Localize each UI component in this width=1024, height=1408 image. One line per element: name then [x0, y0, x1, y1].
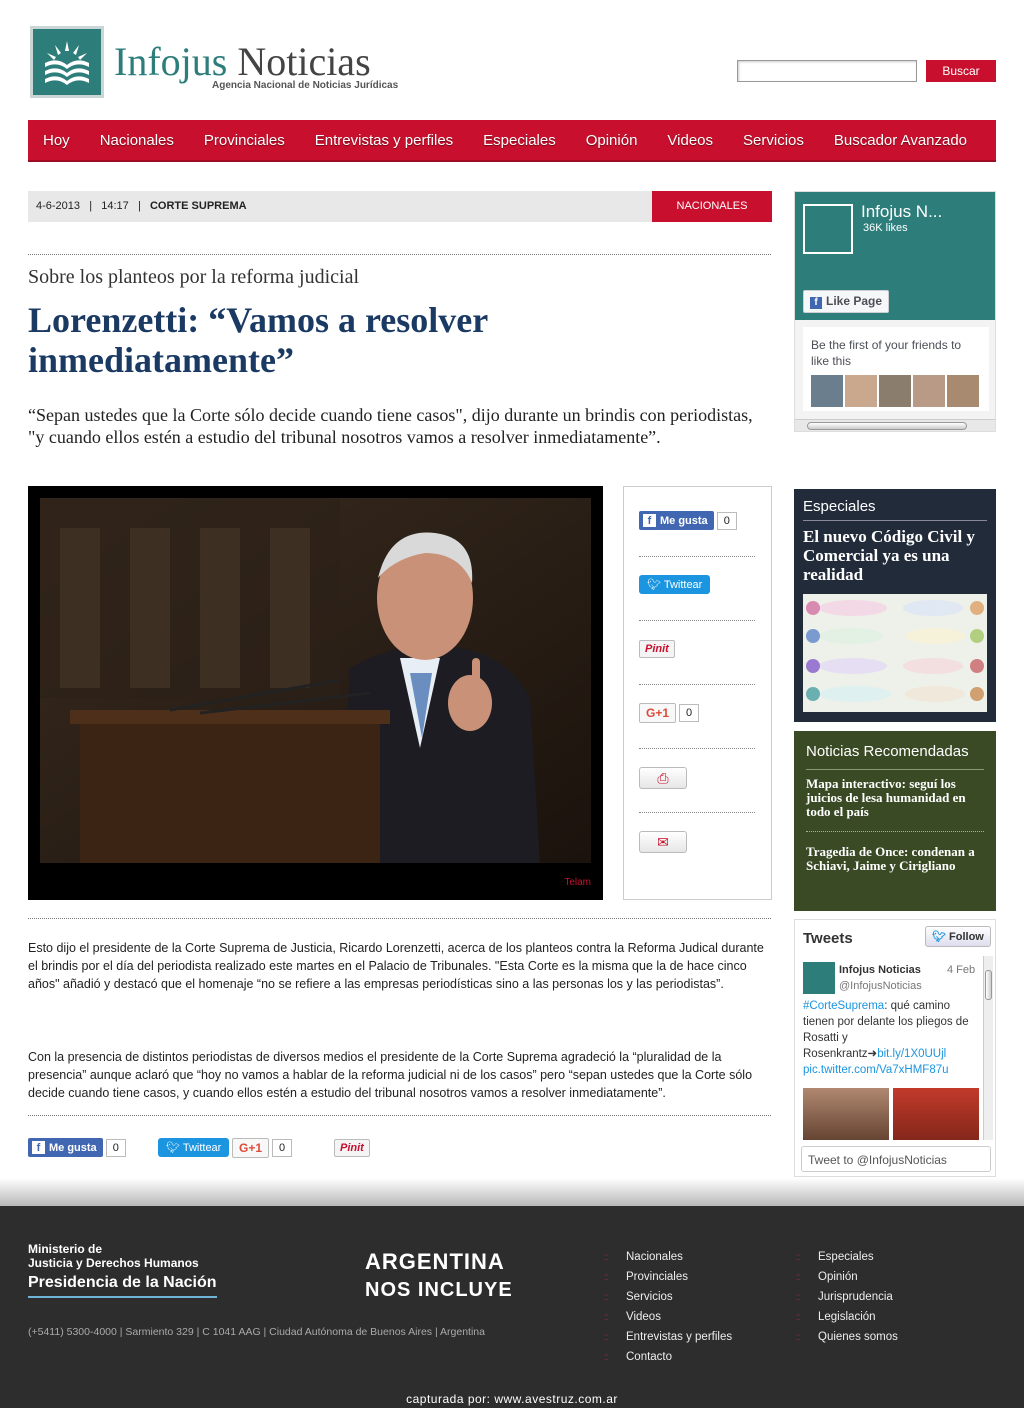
recommended-item[interactable]: Tragedia de Once: condenan a Schiavi, Jaime y Cirigliano [806, 844, 975, 873]
brand-part2: Noticias [237, 39, 371, 84]
tweet-author-handle[interactable]: @InfojusNoticias [839, 980, 922, 992]
nav-item-provinciales[interactable]: Provinciales [203, 131, 285, 149]
gplus-count: 0 [679, 704, 699, 722]
horizontal-scrollbar[interactable] [795, 419, 995, 431]
tweet-button[interactable] [639, 575, 710, 594]
twitter-bird-icon: 🐦︎ [166, 1142, 183, 1154]
share-row-facebook [639, 511, 755, 557]
share-row-twitter [639, 575, 755, 621]
tweet-media[interactable] [803, 1088, 979, 1140]
site-logo[interactable] [30, 26, 104, 98]
avatar[interactable] [913, 375, 945, 407]
tweet-date[interactable]: 4 Feb [947, 964, 976, 976]
facebook-icon: f [32, 1141, 45, 1154]
fb-friends-text: Be the first of your friends to like this [811, 338, 962, 368]
fb-like-label: Me gusta [49, 1142, 97, 1154]
tweet-photo[interactable] [803, 1088, 889, 1140]
nav-item-entrevistas[interactable]: Entrevistas y perfiles [314, 131, 454, 149]
article-meta-bar: 4-6-2013 | 14:17 | CORTE SUPREMA [28, 191, 652, 222]
nav-item-nacionales[interactable]: Nacionales [99, 131, 174, 149]
especiales-widget [794, 489, 996, 722]
divider [28, 254, 771, 255]
avatar[interactable] [811, 375, 843, 407]
avatar[interactable] [803, 962, 835, 994]
footer-link[interactable] [796, 1250, 898, 1270]
footer-link-label: Servicios [626, 1291, 673, 1303]
brand-part1: Infojus [114, 39, 228, 84]
tweet-body: : qué camino tienen por delante los pliegos de Rosatti y Rosenkrantz➜ [803, 1000, 969, 1060]
main-nav [28, 120, 996, 162]
share-panel [623, 486, 772, 900]
footer-link-label: Provinciales [626, 1271, 688, 1283]
section-tag[interactable]: NACIONALES [652, 191, 772, 222]
fb-like-page-button[interactable] [803, 290, 889, 313]
article-time: 14:17 [101, 200, 129, 212]
footer-link[interactable] [604, 1330, 732, 1350]
tweet-button[interactable] [158, 1138, 229, 1157]
article-kicker: Sobre los planteos por la reforma judicial [28, 266, 360, 288]
especiales-title[interactable]: El nuevo Código Civil y Comercial ya es una realidad [803, 527, 975, 584]
slogan-logo [365, 1248, 513, 1304]
bullet-icon: :: [796, 1312, 800, 1323]
brand-tagline: Agencia Nacional de Noticias Jurídicas [212, 80, 399, 91]
footer-link-label: Contacto [626, 1351, 673, 1363]
tweet-button-label: Twittear [182, 1142, 222, 1154]
fb-like-label: Me gusta [660, 515, 708, 527]
footer-link-label: Legislación [818, 1311, 876, 1323]
tweet-button-label: Twittear [663, 579, 703, 591]
facebook-like-button[interactable] [28, 1138, 103, 1157]
footer-link-label: Entrevistas y perfiles [626, 1331, 733, 1343]
article-photo [28, 486, 603, 900]
twitter-bird-icon: 🐦︎ [647, 579, 664, 591]
print-icon: ⎙ [657, 770, 669, 786]
footer-links-col2 [796, 1250, 898, 1350]
facebook-page-widget [794, 191, 996, 432]
fb-page-avatar[interactable] [803, 204, 853, 254]
presidency-label: Presidencia de la Nación [28, 1274, 217, 1298]
bullet-icon: :: [604, 1252, 608, 1263]
photo-image [40, 498, 591, 863]
tweets-heading: Tweets [803, 930, 853, 947]
slogan-line2: NOS INCLUYE [365, 1279, 513, 1301]
email-button[interactable] [639, 831, 687, 853]
slogan-line1: ARGENTINA [365, 1249, 505, 1274]
ministry-line1: Ministerio de [28, 1242, 103, 1256]
capture-credit: capturada por: www.avestruz.com.ar [406, 1392, 618, 1406]
bullet-icon: :: [796, 1292, 800, 1303]
footer-link-label: Especiales [818, 1251, 874, 1263]
footer-shadow [0, 1178, 1024, 1206]
facebook-icon: f [643, 514, 656, 527]
avatar[interactable] [845, 375, 877, 407]
bullet-icon: :: [604, 1352, 608, 1363]
scrollbar-thumb[interactable] [807, 422, 967, 430]
ministry-line2: Justicia y Derechos Humanos [28, 1256, 199, 1270]
footer-links-col1 [604, 1250, 732, 1370]
recommended-heading: Noticias Recomendadas [806, 743, 969, 760]
bullet-icon: :: [796, 1252, 800, 1263]
tweet-photo[interactable] [893, 1088, 979, 1140]
bullet-icon: :: [604, 1332, 608, 1343]
article-paragraph: Con la presencia de distintos periodistas de diversos medios el presidente de la Corte Suprema agradeció la “pluralidad de la presencia” aunque aclaró que “hoy no vamos a hablar de la reforma judicial ni de los casos” pero “sepan ustedes que la Corte sólo decide cuando tiene casos, y cuando ellos estén a estudio del tribunal nosotros vamos a resolver inmediatamente”. [28, 1050, 753, 1100]
fb-like-count: 0 [106, 1139, 126, 1157]
article-category[interactable]: CORTE SUPREMA [149, 200, 247, 212]
nav-item-servicios[interactable]: Servicios [743, 131, 804, 149]
fb-cover-image[interactable] [795, 192, 995, 320]
site-brand[interactable] [114, 40, 371, 84]
especiales-heading: Especiales [803, 498, 876, 515]
footer-link[interactable] [796, 1310, 898, 1330]
bullet-icon: :: [796, 1332, 800, 1343]
follow-label: Follow [949, 931, 984, 943]
share-row-gplus [639, 703, 755, 749]
scrollbar-thumb[interactable] [985, 970, 992, 1000]
nav-item-hoy[interactable]: Hoy [43, 131, 70, 149]
footer-link[interactable] [796, 1270, 898, 1290]
recommended-news-widget [794, 731, 996, 911]
footer-link[interactable] [604, 1250, 732, 1270]
envelope-icon: ✉ [657, 834, 669, 850]
footer-address: (+5411) 5300-4000 | Sarmiento 329 | C 1041 AAG | Ciudad Autónoma de Buenos Aires | Argentina [28, 1326, 485, 1338]
gplus-button[interactable]: G+1 [232, 1138, 269, 1158]
bullet-icon: :: [604, 1272, 608, 1283]
gplus-count: 0 [272, 1139, 292, 1157]
article-lead: “Sepan ustedes que la Corte sólo decide cuando tiene casos", dijo durante un brindis con periodistas, "y cuando ellos estén a estudio del tribunal nosotros vamos a resolver inmediatamente”. [28, 405, 753, 447]
share-row-email [639, 831, 755, 861]
divider [28, 1115, 771, 1116]
nav-item-buscador-avanzado[interactable]: Buscador Avanzado [833, 131, 968, 149]
divider [803, 520, 987, 521]
recommended-item[interactable]: Mapa interactivo: seguí los juicios de lesa humanidad en todo el país [806, 776, 966, 819]
footer-link[interactable] [796, 1330, 898, 1350]
footer-link-label: Quienes somos [818, 1331, 898, 1343]
bullet-icon: :: [604, 1292, 608, 1303]
site-footer [0, 1206, 1024, 1408]
nav-item-videos[interactable]: Videos [667, 131, 714, 149]
footer-link-label: Nacionales [626, 1251, 683, 1263]
facebook-like-button[interactable] [639, 511, 714, 530]
bullet-icon: :: [796, 1272, 800, 1283]
fb-like-count: 0 [717, 512, 737, 530]
ministry-logo[interactable] [28, 1242, 199, 1270]
footer-link[interactable] [796, 1290, 898, 1310]
divider [806, 831, 984, 832]
avatar[interactable] [947, 375, 979, 407]
twitter-bird-icon: 🐦︎ [932, 931, 950, 943]
share-bar-bottom [28, 1138, 408, 1160]
twitter-timeline-widget [794, 919, 996, 1177]
share-row-print [639, 767, 755, 813]
search-button[interactable]: Buscar [926, 60, 996, 82]
nav-item-especiales[interactable]: Especiales [483, 131, 556, 149]
photo-credit: Telam [564, 877, 591, 888]
bullet-icon: :: [604, 1312, 608, 1323]
pinterest-button[interactable]: Pinit [334, 1139, 370, 1157]
tweet-hashtag[interactable]: #CorteSuprema [803, 1000, 885, 1012]
avatar[interactable] [879, 375, 911, 407]
footer-link-label: Jurisprudencia [818, 1291, 893, 1303]
tweet-compose-input[interactable]: Tweet to @InfojusNoticias [801, 1146, 991, 1172]
especiales-image[interactable] [803, 594, 987, 712]
divider [806, 769, 984, 770]
divider [28, 918, 771, 919]
vertical-scrollbar[interactable] [983, 956, 993, 1140]
fb-friends-box [803, 327, 989, 411]
article-paragraph: Esto dijo el presidente de la Corte Suprema de Justicia, Ricardo Lorenzetti, acerca de los planteos contra la Reforma Judical durante el brindis por el día del periodista realizado este martes en el Palacio de Tribunales. "Esta Corte es la misma que la de hace cinco años" añadió y destacó que el homenaje “no se refiere a las empresas periodísticas sino a las personas los y las periodistas”. [28, 941, 764, 991]
fb-page-name[interactable]: Infojus N... [861, 202, 943, 221]
footer-link-label: Opinión [818, 1271, 858, 1283]
gplus-button[interactable]: G+1 [639, 703, 676, 723]
footer-link[interactable] [604, 1310, 732, 1330]
share-row-pinterest [639, 639, 755, 685]
tweet-text [803, 998, 979, 1078]
fb-page-likes: 36K likes [863, 222, 908, 234]
article-title: Lorenzetti: “Vamos a resolver inmediatamente” [28, 300, 488, 380]
pinterest-button[interactable]: Pinit [639, 640, 675, 658]
footer-link[interactable] [604, 1290, 732, 1310]
search-input[interactable] [737, 60, 917, 82]
footer-link-label: Videos [626, 1311, 661, 1323]
article-date: 4-6-2013 [36, 200, 81, 212]
fb-friend-faces [811, 375, 981, 407]
facebook-icon: f [810, 297, 822, 309]
tweet-author-name[interactable]: Infojus Noticias [839, 964, 921, 976]
footer-link[interactable] [604, 1350, 732, 1370]
tweet-link[interactable]: bit.ly/1X0UUjl [877, 1048, 947, 1060]
fb-like-page-label: Like Page [826, 294, 883, 308]
follow-button[interactable] [925, 926, 991, 947]
footer-link[interactable] [604, 1270, 732, 1290]
nav-item-opinion[interactable]: Opinión [585, 131, 638, 149]
print-button[interactable] [639, 767, 687, 789]
tweet-media-link[interactable]: pic.twitter.com/Va7xHMF87u [803, 1064, 949, 1076]
